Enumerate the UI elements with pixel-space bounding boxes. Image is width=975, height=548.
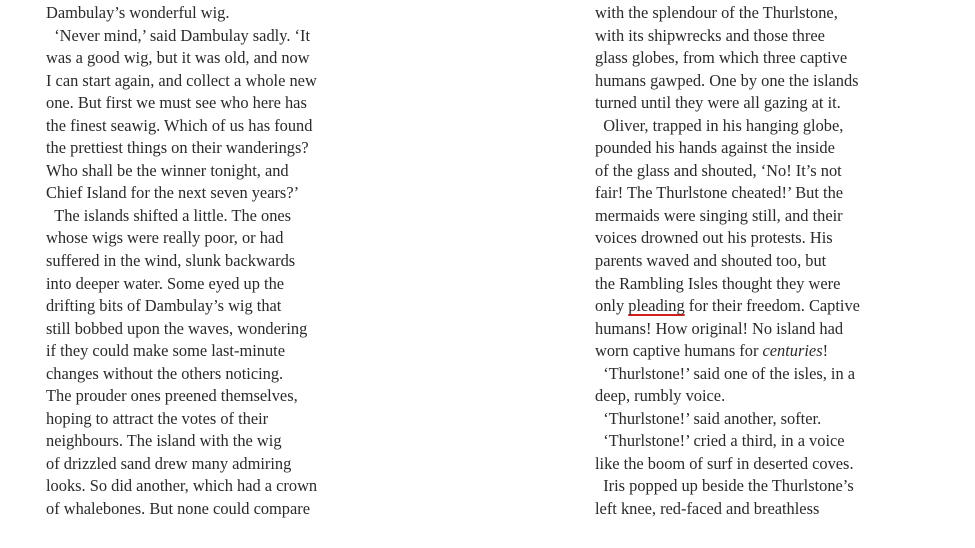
text-line-pleading — [595, 295, 935, 318]
text-line: Iris popped up beside the Thurlstone’s — [595, 476, 854, 496]
text-line: left knee, red-faced and breathless — [595, 499, 820, 519]
text-line: still bobbed upon the waves, wondering — [46, 318, 308, 338]
text-line: glass globes, from which three captive — [595, 48, 848, 68]
right-page — [595, 2, 935, 521]
left-page — [46, 2, 376, 521]
text-line-centuries — [595, 340, 935, 363]
text-line: Chief Island for the next seven years?’ — [46, 183, 300, 203]
text-line: fair! The Thurlstone cheated!’ But the — [595, 183, 844, 203]
text-line: drifting bits of Dambulay’s wig that — [46, 296, 282, 316]
text-line: changes without the others noticing. — [46, 363, 284, 383]
text-line: neighbours. The island with the wig — [46, 431, 282, 451]
text-line: ‘Thurlstone!’ cried a third, in a voice — [595, 431, 845, 451]
text-line: whose wigs were really poor, or had — [46, 228, 284, 248]
text-line: The islands shifted a little. The ones — [46, 205, 292, 225]
text-segment: for their freedom. Captive — [684, 296, 860, 316]
text-line: one. But first we must see who here has — [46, 93, 307, 113]
text-line: Dambulay’s wonderful wig. — [46, 3, 230, 22]
text-line: like the boom of surf in deserted coves. — [595, 453, 854, 473]
text-line: humans! How original! No island had — [595, 318, 844, 338]
text-line: turned until they were all gazing at it. — [595, 93, 841, 113]
text-segment: worn captive humans for — [595, 341, 763, 361]
text-line: Who shall be the winner tonight, and — [46, 160, 289, 180]
text-line: of the glass and shouted, ‘No! It’s not — [595, 160, 842, 180]
text-line: of drizzled sand drew many admiring — [46, 453, 292, 473]
text-line: hoping to attract the votes of their — [46, 408, 269, 428]
text-line: The prouder ones preened themselves, — [46, 386, 298, 406]
text-line: with the splendour of the Thurlstone, — [595, 3, 838, 22]
text-line: deep, rumbly voice. — [595, 386, 726, 406]
text-line: the Rambling Isles thought they were — [595, 273, 841, 293]
text-line: with its shipwrecks and those three — [595, 25, 825, 45]
text-line: mermaids were singing still, and their — [595, 205, 843, 225]
spellcheck-flagged-word[interactable]: pleading — [628, 296, 685, 316]
text-line: of whalebones. But none could compare — [46, 499, 310, 519]
text-line: Oliver, trapped in his hanging globe, — [595, 115, 844, 135]
text-line: was a good wig, but it was old, and now — [46, 48, 310, 68]
text-line: parents waved and shouted too, but — [595, 251, 827, 271]
text-line: the prettiest things on their wanderings? — [46, 138, 309, 158]
text-line: suffered in the wind, slunk backwards — [46, 251, 296, 271]
text-line: humans gawped. One by one the islands — [595, 70, 859, 90]
text-line: ‘Thurlstone!’ said another, softer. — [595, 408, 822, 428]
text-segment: only — [595, 296, 629, 316]
text-line: pounded his hands against the inside — [595, 138, 835, 158]
text-line: ‘Thurlstone!’ said one of the isles, in a — [595, 363, 856, 383]
italic-word: centuries — [762, 341, 823, 361]
text-line: voices drowned out his protests. His — [595, 228, 833, 248]
text-line: the finest seawig. Which of us has found — [46, 115, 313, 135]
text-line: ‘Never mind,’ said Dambulay sadly. ‘It — [46, 25, 310, 45]
text-line: I can start again, and collect a whole new — [46, 70, 317, 90]
text-segment: ! — [822, 341, 829, 361]
text-line: looks. So did another, which had a crown — [46, 476, 318, 496]
text-line: into deeper water. Some eyed up the — [46, 273, 285, 293]
text-line: if they could make some last-minute — [46, 341, 285, 361]
